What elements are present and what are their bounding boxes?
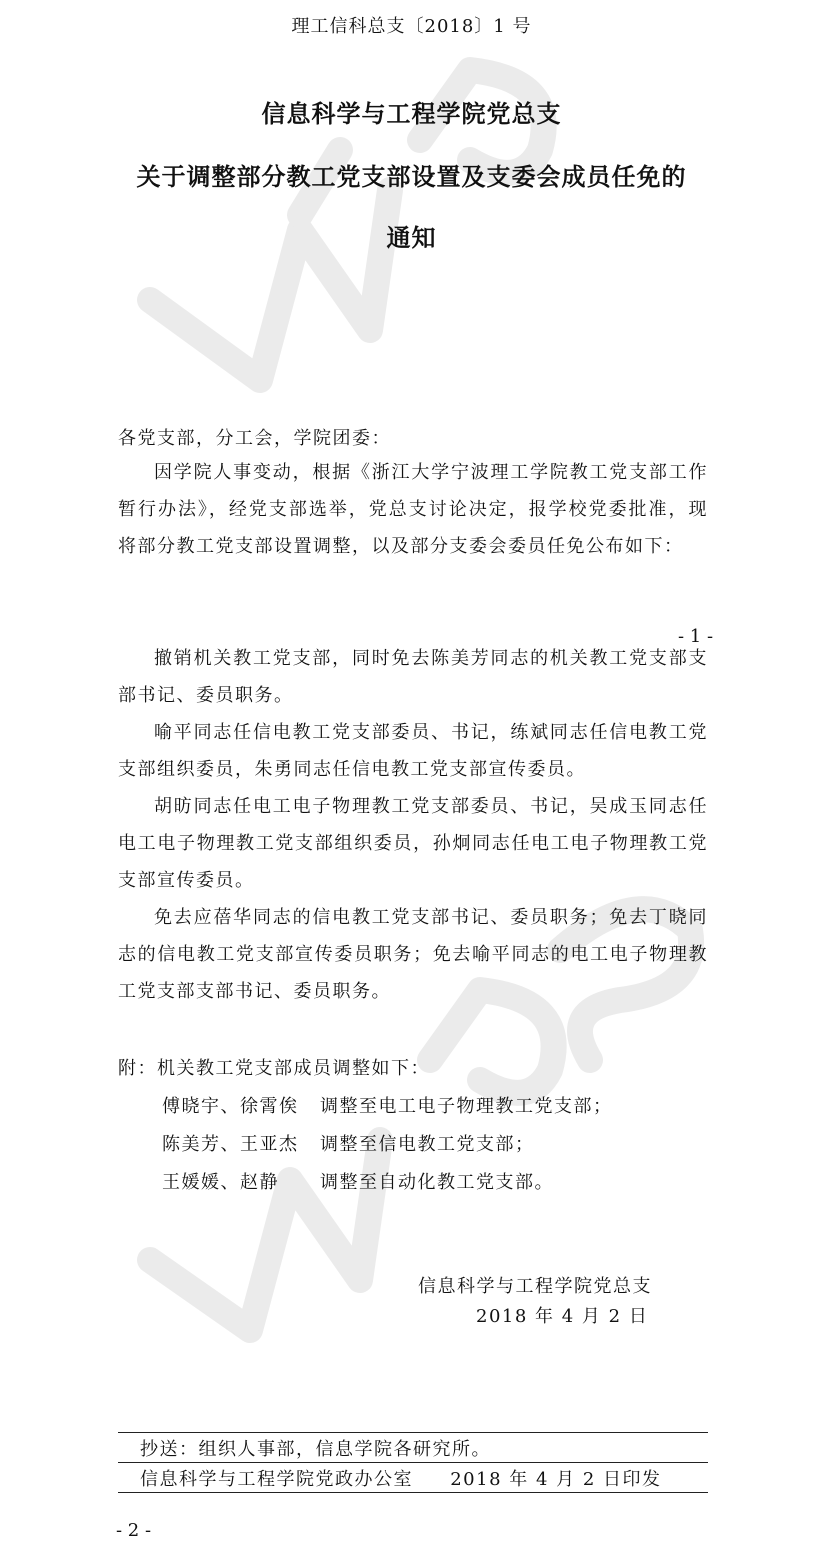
decision-list bbox=[118, 640, 708, 1010]
page-number-2: - 2 - bbox=[116, 1520, 152, 1541]
footer-divider-middle bbox=[118, 1462, 708, 1463]
issuer-line bbox=[140, 1465, 662, 1491]
appendix-action: 调整至信电教工党支部； bbox=[320, 1134, 535, 1155]
signature-organization: 信息科学与工程学院党总支 bbox=[418, 1276, 652, 1297]
appendix-action: 调整至电工电子物理教工党支部； bbox=[320, 1096, 613, 1117]
footer-divider-bottom bbox=[118, 1492, 708, 1493]
issuer-office: 信息科学与工程学院党政办公室 bbox=[140, 1469, 413, 1490]
decision-item: 胡昉同志任电工电子物理教工党支部委员、书记，吴成玉同志任电工电子物理教工党支部组织委员，孙炯同志任电工电子物理教工党支部宣传委员。 bbox=[118, 796, 708, 891]
appendix-names: 陈美芳、王亚杰 bbox=[162, 1134, 299, 1155]
appendix-names: 王媛媛、赵静 bbox=[162, 1172, 279, 1193]
appendix-action: 调整至自动化教工党支部。 bbox=[320, 1172, 554, 1193]
appendix-heading: 附：机关教工党支部成员调整如下： bbox=[118, 1058, 430, 1079]
salutation: 各党支部，分工会，学院团委： bbox=[118, 428, 391, 449]
issue-date: 2018 年 4 月 2 日印发 bbox=[450, 1469, 662, 1490]
appendix-row bbox=[118, 1164, 613, 1202]
decision-item: 撤销机关教工党支部，同时免去陈美芳同志的机关教工党支部支部书记、委员职务。 bbox=[118, 648, 708, 706]
title-line-1: 信息科学与工程学院党总支 bbox=[261, 100, 562, 128]
document-number: 理工信科总支〔2018〕1 号 bbox=[291, 16, 532, 37]
title-line-3: 通知 bbox=[386, 224, 437, 252]
appendix-names: 傅晓宇、徐霄俟 bbox=[162, 1096, 299, 1117]
signature-date: 2018 年 4 月 2 日 bbox=[476, 1306, 649, 1327]
appendix-row bbox=[118, 1088, 613, 1126]
footer-divider-top bbox=[118, 1432, 708, 1433]
appendix-row bbox=[118, 1126, 613, 1164]
intro-text: 因学院人事变动，根据《浙江大学宁波理工学院教工党支部工作暂行办法》，经党支部选举，党总支讨论决定，报学校党委批准，现将部分教工党支部设置调整，以及部分支委会委员任免公布如下： bbox=[118, 462, 708, 557]
title-line-2: 关于调整部分教工党支部设置及支委会成员任免的 bbox=[136, 163, 687, 191]
decision-item: 免去应蓓华同志的信电教工党支部书记、委员职务；免去丁晓同志的信电教工党支部宣传委员职务；免去喻平同志的电工电子物理教工党支部支部书记、委员职务。 bbox=[118, 907, 708, 1002]
appendix bbox=[118, 1050, 613, 1202]
page-number-1: - 1 - bbox=[678, 626, 714, 647]
decision-item: 喻平同志任信电教工党支部委员、书记，练斌同志任信电教工党支部组织委员，朱勇同志任信电教工党支部宣传委员。 bbox=[118, 722, 708, 780]
intro-paragraph bbox=[118, 454, 708, 565]
cc-line: 抄送：组织人事部，信息学院各研究所。 bbox=[140, 1439, 491, 1460]
